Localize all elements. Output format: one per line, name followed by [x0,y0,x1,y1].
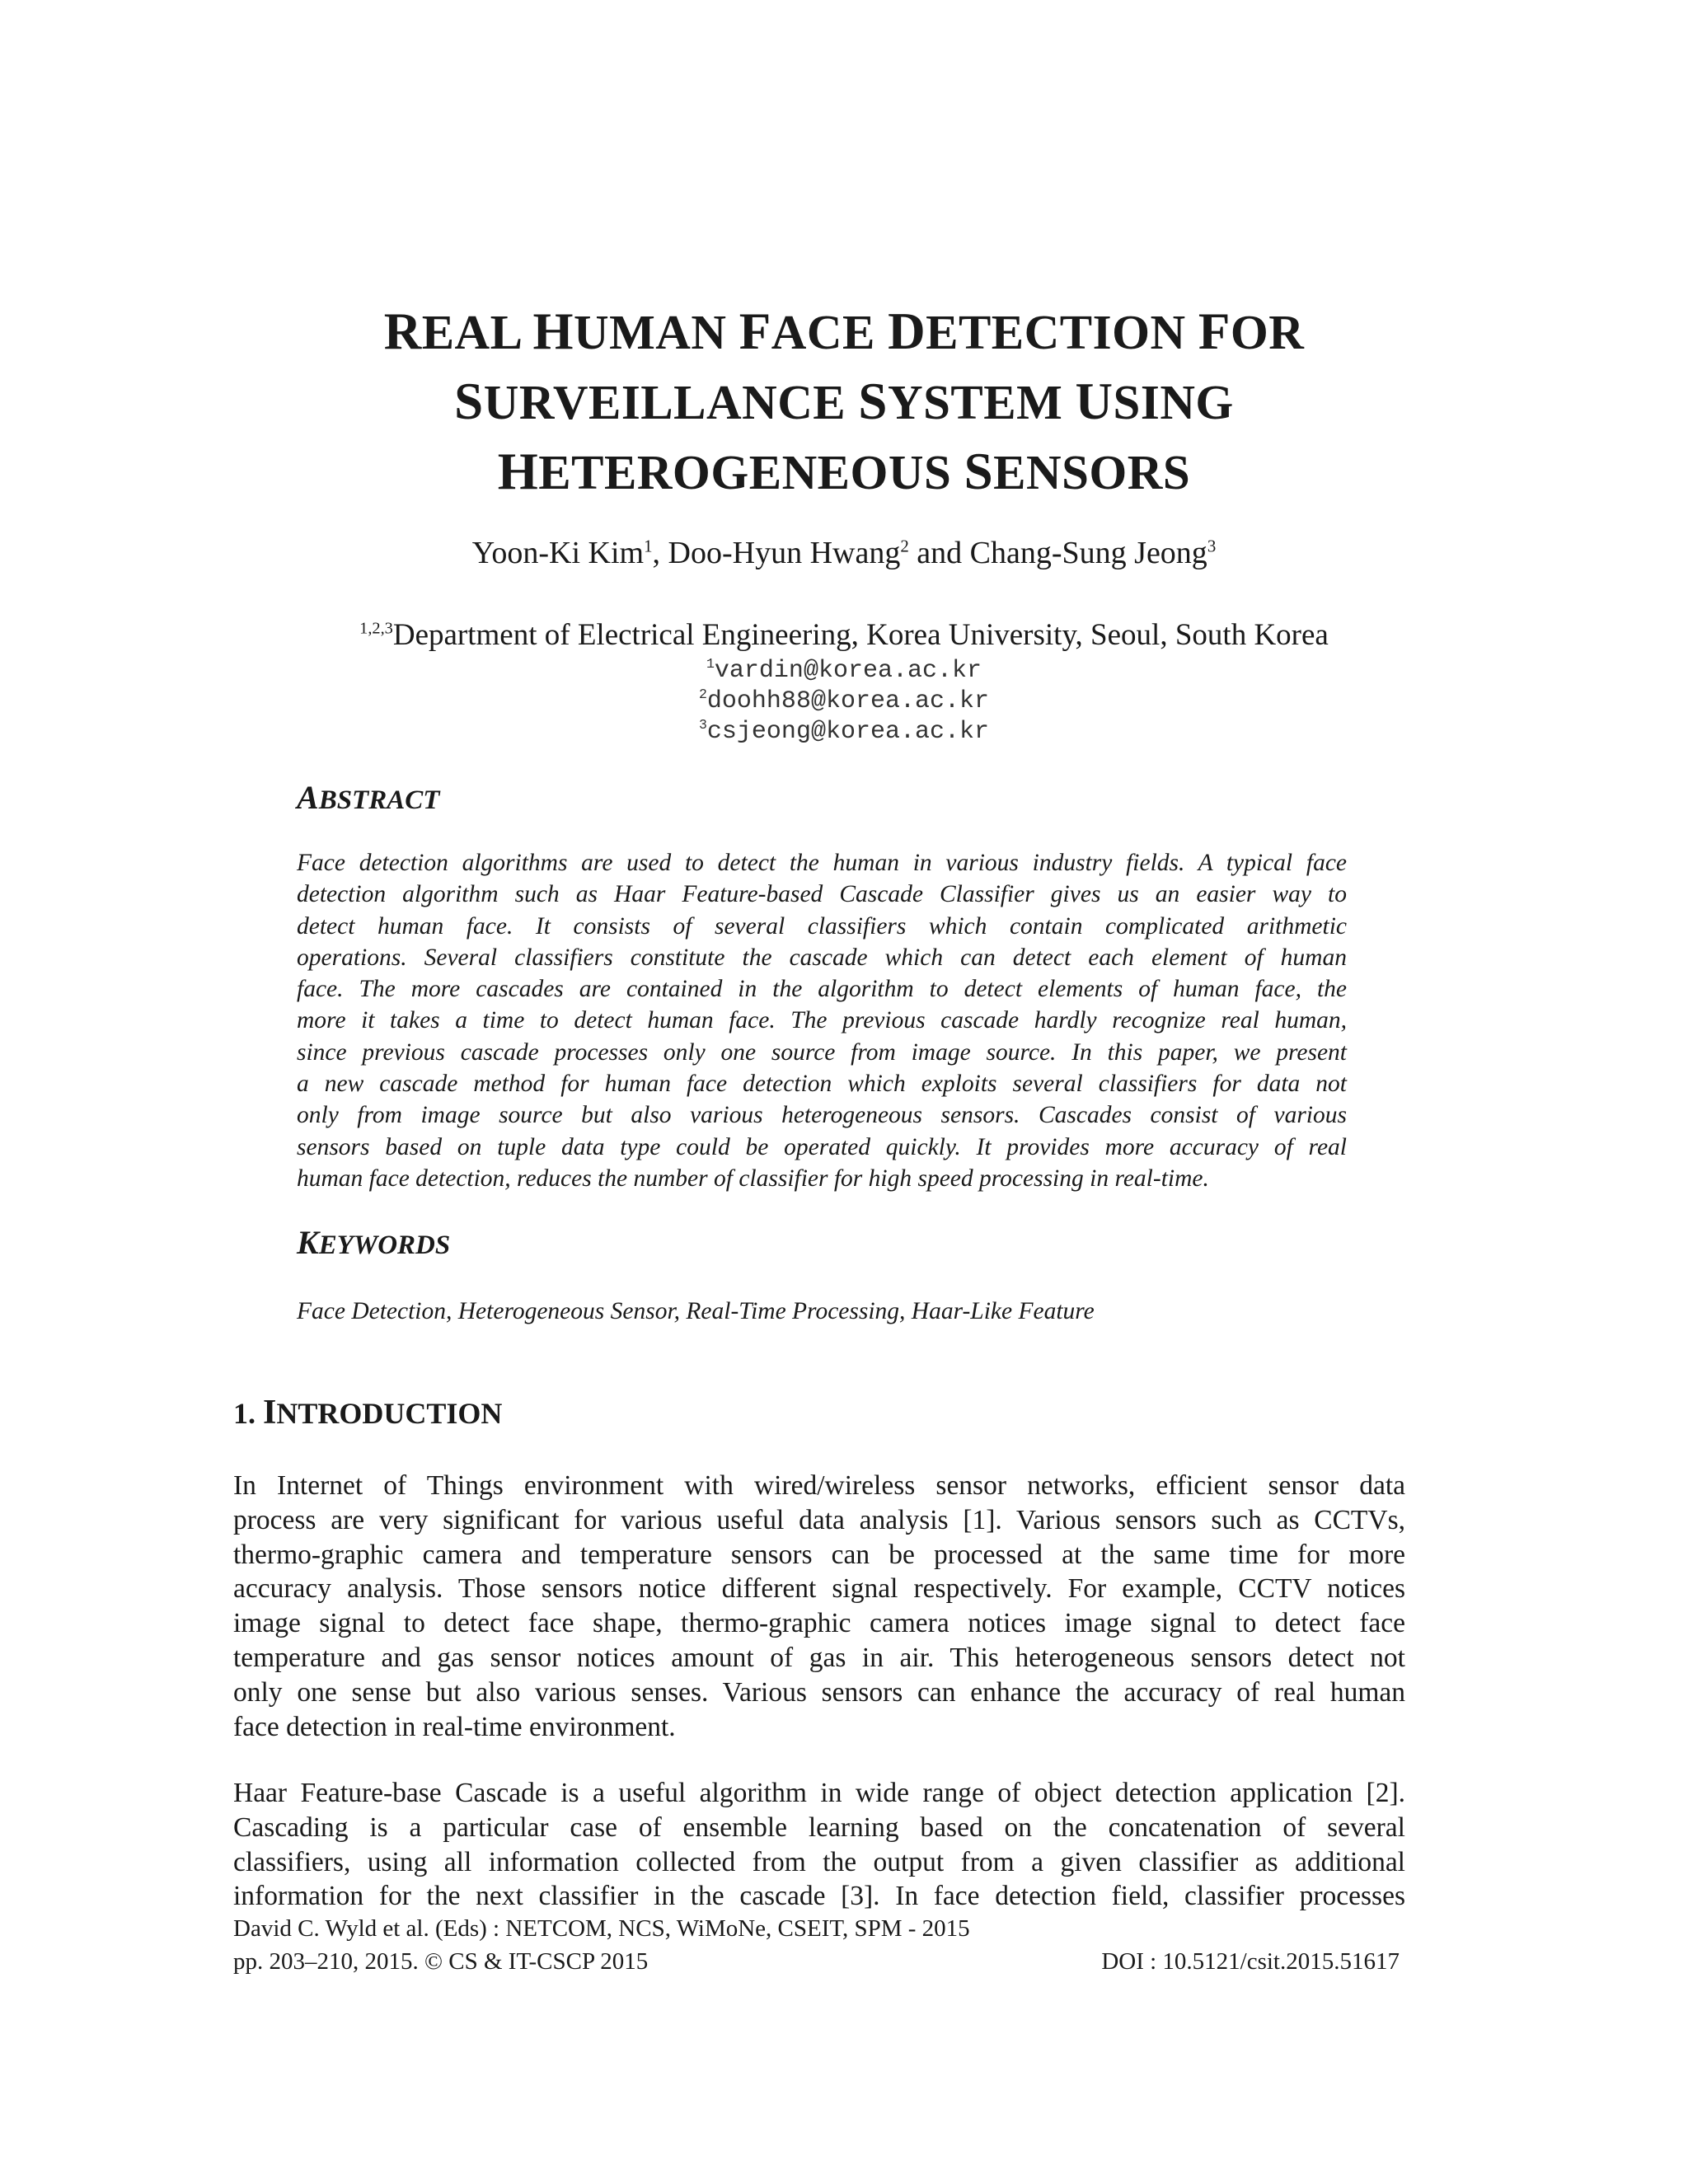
paragraph-line: process are very significant for various useful data analysis [1]. Various sensors such as CCTVs, [233,1504,1405,1535]
author-name: Chang-Sung Jeong [969,536,1207,570]
intro-paragraph-1 [233,1469,1405,1744]
footer-doi: DOI : 10.5121/csit.2015.51617 [1101,1948,1400,1975]
abstract-line: sensors based on tuple data type could be operated quickly. It provides more accuracy of real [297,1133,1347,1160]
footer-proceedings: David C. Wyld et al. (Eds) : NETCOM, NCS, WiMoNe, CSEIT, SPM - 2015 [233,1915,970,1942]
email-address: csjeong@korea.ac.kr [706,718,989,746]
title-line-1: REAL HUMAN FACE DETECTION FOR [383,302,1305,360]
author-name: Doo-Hyun Hwang [668,536,901,570]
paragraph-line: information for the next classifier in the cascade [3]. In face detection field, classifier processes [233,1881,1405,1912]
email-sup: 2 [699,687,707,702]
intro-paragraph-2 [233,1776,1405,1914]
abstract-line: human face detection, reduces the number of classifier for high speed processing in real-time. [297,1165,1209,1192]
email-item [165,717,1523,748]
paragraph-line: temperature and gas sensor notices amount of gas in air. This heterogeneous sensors detect not [233,1642,1405,1673]
email-address: vardin@korea.ac.kr [714,657,982,685]
affiliation-sup: 1,2,3 [359,619,393,638]
affiliation-text: Department of Electrical Engineering, Korea University, Seoul, South Korea [392,618,1329,652]
author-separator: , [652,536,668,570]
abstract-heading: ABSTRACT [297,779,440,816]
author-separator: and [908,536,970,570]
paper-title [165,297,1523,507]
paragraph-line: classifiers, using all information collected from the output from a given classifier as additional [233,1846,1405,1877]
keywords-heading: KEYWORDS [297,1224,451,1261]
abstract-line: since previous cascade processes only one source from image source. In this paper, we present [297,1038,1347,1066]
email-address: doohh88@korea.ac.kr [706,687,989,715]
paragraph-line: image signal to detect face shape, thermo-graphic camera notices image signal to detect face [233,1608,1405,1639]
abstract-text [297,847,1347,1194]
affiliation [165,616,1523,654]
paragraph-line: accuracy analysis. Those sensors notice different signal respectively. For example, CCTV notices [233,1573,1405,1605]
email-sup: 3 [699,717,707,733]
author-sup: 3 [1207,536,1217,556]
paragraph-line: Haar Feature-base Cascade is a useful algorithm in wide range of object detection application [2]. [233,1778,1405,1808]
author-sup: 1 [644,536,653,556]
paragraph-line: thermo-graphic camera and temperature sensors can be processed at the same time for more [233,1539,1405,1570]
abstract-line: a new cascade method for human face detection which exploits several classifiers for data not [297,1071,1347,1098]
footer-pages-copyright: pp. 203–210, 2015. © CS & IT-CSCP 2015 [233,1948,649,1975]
abstract-line: operations. Several classifiers constitute the cascade which can detect each element of human [297,944,1347,971]
author-list [165,534,1523,572]
email-item [165,656,1523,687]
email-item [165,687,1523,717]
abstract-line: only from image source but also various heterogeneous sensors. Cascades consist of various [297,1102,1347,1129]
author-sup: 2 [900,536,909,556]
title-line-2: SURVEILLANCE SYSTEM USING [454,373,1234,430]
email-sup: 1 [706,656,715,672]
title-line-3: HETEROGENEOUS SENSORS [497,443,1191,500]
paragraph-line: face detection in real-time environment. [233,1711,676,1742]
keywords-text: Face Detection, Heterogeneous Sensor, Real-Time Processing, Haar-Like Feature [297,1298,1095,1324]
abstract-line: detect human face. It consists of several classifiers which contain complicated arithmetic [297,912,1347,940]
author-name: Yoon-Ki Kim [471,536,645,570]
abstract-line: face. The more cascades are contained in the algorithm to detect elements of human face, the [297,976,1347,1003]
email-list [165,656,1523,748]
abstract-line: more it takes a time to detect human face. The previous cascade hardly recognize real human, [297,1007,1347,1034]
paragraph-line: Cascading is a particular case of ensemble learning based on the concatenation of several [233,1811,1405,1843]
paragraph-line: In Internet of Things environment with wired/wireless sensor networks, efficient sensor data [233,1470,1405,1501]
abstract-line: Face detection algorithms are used to detect the human in various industry fields. A typical face [297,850,1347,876]
section-heading-introduction: 1. INTRODUCTION [233,1394,503,1432]
paragraph-line: only one sense but also various senses. Various sensors can enhance the accuracy of real human [233,1676,1405,1708]
abstract-line: detection algorithm such as Haar Feature-based Cascade Classifier gives us an easier way to [297,881,1347,908]
